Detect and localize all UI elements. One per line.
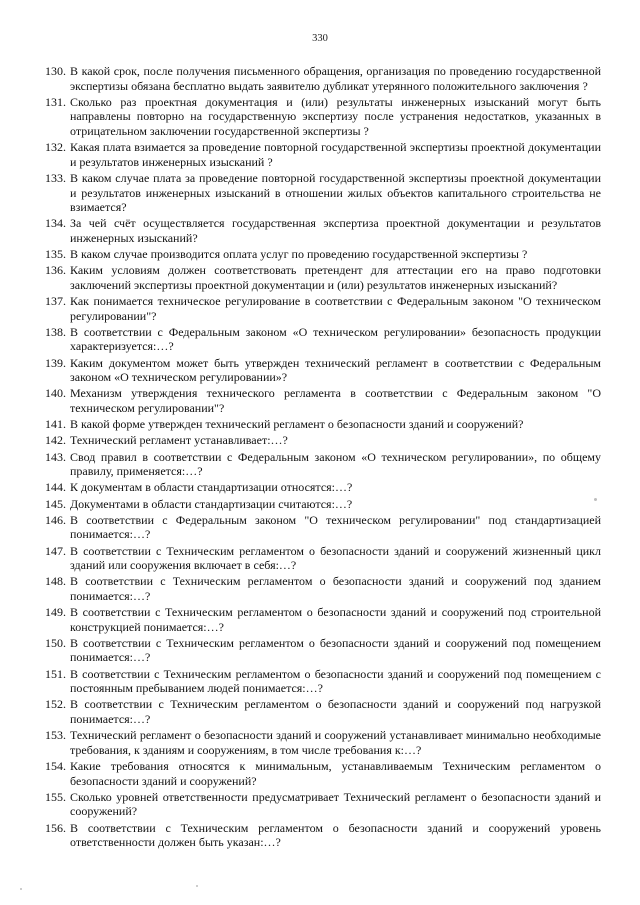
question-text: Технический регламент устанавливает:…? — [70, 433, 288, 448]
question-item — [34, 417, 601, 432]
question-text: Каким условиям должен соответствовать претендент для аттестации его на право подготовки заключений экспертизы проектной документации и (или) результатов инженерных изысканий? — [70, 263, 601, 292]
question-number: 130. — [45, 64, 66, 78]
question-item — [34, 64, 601, 93]
question-number: 148. — [45, 574, 66, 589]
question-item — [34, 294, 601, 323]
question-item — [34, 216, 601, 245]
question-list — [34, 64, 601, 851]
question-text: Документами в области стандартизации считаются:…? — [70, 496, 353, 511]
question-text: В какой срок, после получения письменного обращения, организация по проведению государственной экспертизы обязана бесплатно выдать заявителю дубликат утерянного положительного заключения ? — [70, 64, 601, 93]
question-item — [34, 636, 601, 665]
question-item — [34, 574, 601, 603]
question-text: К документам в области стандартизации относятся:…? — [70, 480, 353, 495]
question-text: В соответствии с Техническим регламентом о безопасности зданий и сооружений под помещением с постоянным пребыванием людей понимается:…? — [70, 666, 601, 696]
scan-dot — [594, 498, 597, 501]
question-item — [34, 433, 601, 448]
question-item — [34, 728, 601, 757]
question-number: 155. — [45, 789, 66, 804]
question-text: В каком случае производится оплата услуг по проведению государственной экспертизы ? — [70, 247, 528, 262]
question-item — [34, 821, 601, 850]
question-item — [34, 790, 601, 819]
question-number: 133. — [45, 170, 66, 185]
question-text: В соответствии с Федеральным законом "О техническом регулировании" под стандартизацией понимается:…? — [70, 512, 601, 542]
question-number: 136. — [45, 263, 66, 278]
question-number: 134. — [45, 216, 66, 231]
question-number: 135. — [45, 247, 66, 262]
question-text: За чей счёт осуществляется государственная экспертиза проектной документации и результатов инженерных изысканий? — [70, 216, 601, 245]
question-text: Сколько раз проектная документация и (или) результаты инженерных изысканий могут быть направлены повторно на государственную экспертизу после устранения недостатков, указанных в отрицательном заключении государственной экспертизы ? — [70, 94, 601, 138]
question-text: В соответствии с Техническим регламентом о безопасности зданий и сооружений под строительной конструкцией понимается:…? — [70, 605, 601, 634]
question-number: 153. — [45, 728, 66, 743]
question-text: Какие требования относятся к минимальным, устанавливаемым Техническим регламентом о безопасности зданий и сооружений? — [70, 758, 601, 788]
question-number: 154. — [45, 758, 66, 773]
question-number: 147. — [45, 543, 66, 558]
question-item — [34, 263, 601, 292]
question-item — [34, 513, 601, 542]
question-item — [34, 247, 601, 262]
question-item — [34, 450, 601, 479]
question-item — [34, 497, 601, 512]
question-text: В соответствии с Федеральным законом «О техническом регулировании» безопасность продукции характеризуется:…? — [70, 324, 601, 354]
question-number: 131. — [45, 94, 66, 109]
question-number: 150. — [45, 635, 66, 650]
question-number: 145. — [45, 496, 66, 511]
question-item — [34, 480, 601, 495]
scan-dot — [196, 885, 198, 887]
question-number: 140. — [45, 386, 66, 401]
question-text: В соответствии с Техническим регламентом о безопасности зданий и сооружений уровень ответственности должен быть указан:…? — [70, 820, 601, 850]
question-item — [34, 95, 601, 139]
question-number: 143. — [45, 449, 66, 464]
question-number: 142. — [45, 433, 66, 448]
question-number: 139. — [45, 355, 66, 370]
question-item — [34, 759, 601, 788]
question-text: Каким документом может быть утвержден технический регламент в соответствии с Федеральным законом «О техническом регулировании»? — [70, 355, 601, 385]
scan-dot — [20, 888, 22, 890]
question-item — [34, 544, 601, 573]
question-item — [34, 386, 601, 415]
question-number: 156. — [45, 820, 66, 835]
question-text: Сколько уровней ответственности предусматривает Технический регламент о безопасности зданий и сооружений? — [70, 789, 601, 819]
question-number: 144. — [45, 480, 66, 495]
question-number: 146. — [45, 512, 66, 527]
question-text: В каком случае плата за проведение повторной государственной экспертизы проектной документации и результатов инженерных изысканий в отношении жилых объектов капитального строительства не взимается? — [70, 170, 601, 215]
question-text: Технический регламент о безопасности зданий и сооружений устанавливает минимально необходимые требования, к зданиям и сооружениям, в том числе требования к:…? — [70, 728, 601, 757]
question-item — [34, 667, 601, 696]
question-item — [34, 356, 601, 385]
question-item — [34, 697, 601, 726]
question-text: Какая плата взимается за проведение повторной государственной экспертизы проектной документации и результатов инженерных изысканий ? — [70, 140, 601, 169]
question-number: 138. — [45, 324, 66, 339]
question-item — [34, 140, 601, 169]
question-text: В соответствии с Техническим регламентом о безопасности зданий и сооружений жизненный цикл зданий или сооружения включает в себя:…? — [70, 543, 601, 573]
question-item — [34, 325, 601, 354]
question-text: В соответствии с Техническим регламентом о безопасности зданий и сооружений под нагрузкой понимается:…? — [70, 697, 601, 726]
question-number: 132. — [45, 140, 66, 155]
question-number: 137. — [45, 294, 66, 309]
question-item — [34, 605, 601, 634]
question-text: Свод правил в соответствии с Федеральным законом «О техническом регулировании», по общему правилу, применяется:…? — [70, 449, 601, 479]
question-number: 141. — [45, 417, 66, 432]
question-item — [34, 171, 601, 215]
page-number: 330 — [312, 33, 328, 44]
question-text: Механизм утверждения технического регламента в соответствии с Федеральным законом "О техническом регулировании"? — [70, 386, 601, 415]
question-text: В соответствии с Техническим регламентом о безопасности зданий и сооружений под зданием понимается:…? — [70, 574, 601, 603]
question-number: 152. — [45, 697, 66, 712]
question-number: 151. — [45, 666, 66, 681]
question-text: В соответствии с Техническим регламентом о безопасности зданий и сооружений под помещением понимается:…? — [70, 635, 601, 665]
question-text: Как понимается техническое регулирование в соответствии с Федеральным законом "О техническом регулировании"? — [70, 294, 601, 323]
question-number: 149. — [45, 605, 66, 620]
question-text: В какой форме утвержден технический регламент о безопасности зданий и сооружений? — [70, 417, 524, 432]
